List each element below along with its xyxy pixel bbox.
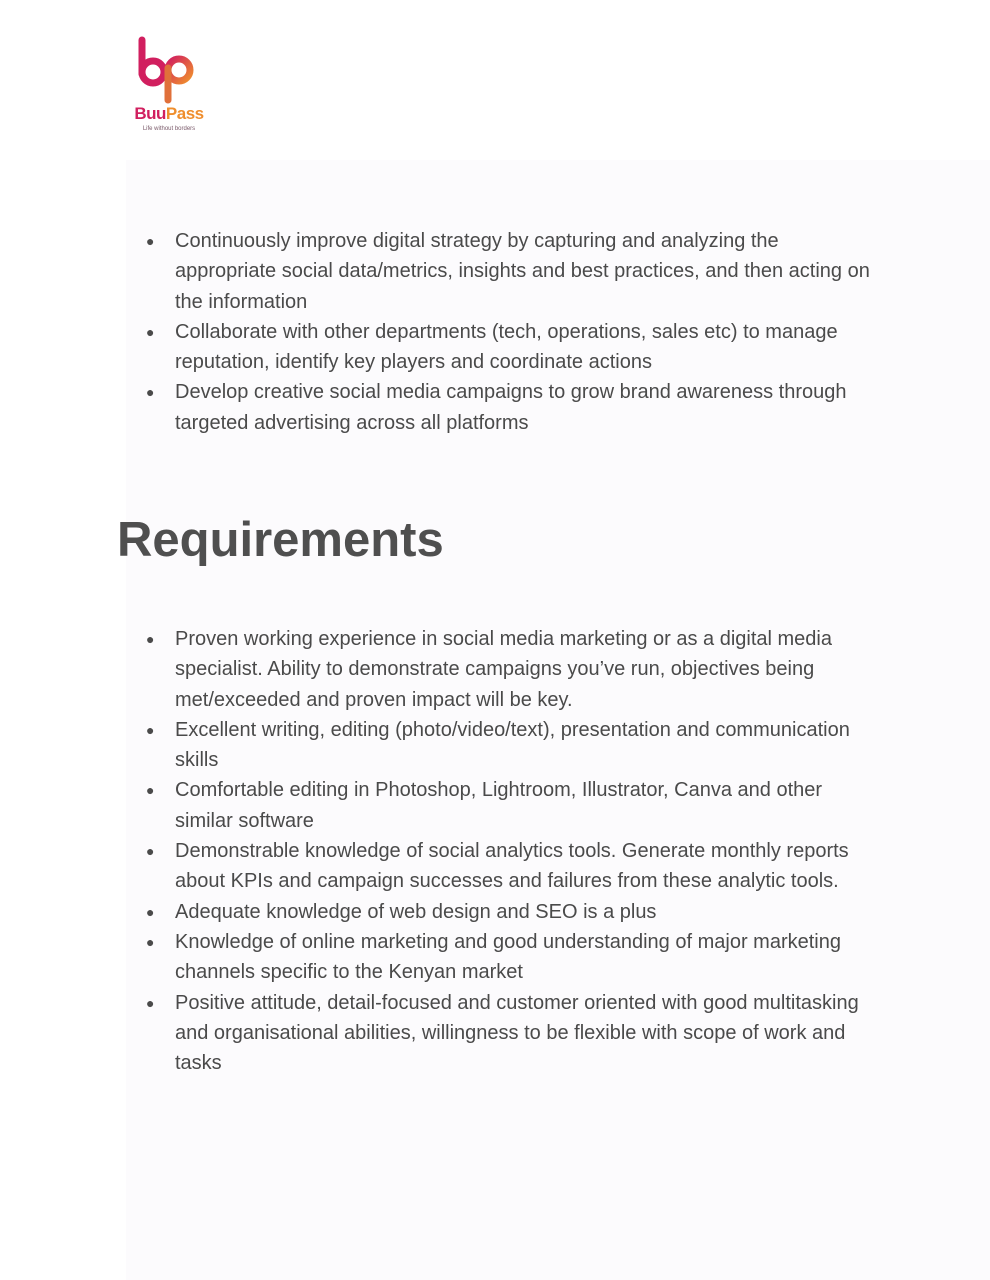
requirements-heading: Requirements — [117, 513, 444, 567]
bullet-icon: ● — [146, 933, 155, 950]
list-item-text: Knowledge of online marketing and good understanding of major marketing channels specific to the Kenyan market — [175, 930, 841, 984]
list-item — [0, 226, 990, 317]
brand-name-part1: Buu — [134, 104, 166, 123]
bullet-icon: ● — [146, 233, 155, 249]
list-item-text: Adequate knowledge of web design and SEO is a plus — [175, 900, 657, 923]
brand-name — [128, 104, 210, 124]
list-item-text: Collaborate with other departments (tech, operations, sales etc) to manage reputation, identify key players and coordinate actions — [175, 320, 838, 374]
brand-name-part2: Pass — [165, 104, 204, 123]
list-item-text: Excellent writing, editing (photo/video/text), presentation and communication skills — [175, 718, 850, 772]
list-item — [0, 927, 990, 988]
list-item-text: Continuously improve digital strategy by capturing and analyzing the appropriate social data/metrics, insights and best practices, and then acting on the information — [175, 230, 870, 313]
responsibilities-list — [0, 226, 990, 438]
bullet-icon: ● — [146, 843, 155, 860]
list-item — [0, 836, 990, 897]
list-item — [0, 897, 990, 927]
bullet-icon: ● — [146, 994, 155, 1011]
bullet-icon: ● — [146, 782, 155, 799]
bp-monogram-icon — [128, 34, 210, 104]
list-item — [0, 377, 990, 438]
list-item — [0, 317, 990, 378]
bullet-icon: ● — [146, 631, 155, 647]
brand-tagline: Life without borders — [142, 126, 196, 132]
buupass-logo — [128, 34, 210, 136]
list-item — [0, 775, 990, 836]
list-item-text: Positive attitude, detail-focused and customer oriented with good multitasking and organisational abilities, willingness to be flexible with scope of work and tasks — [175, 991, 859, 1075]
list-item-text: Develop creative social media campaigns to grow brand awareness through targeted advertising across all platforms — [175, 381, 847, 434]
bullet-icon: ● — [146, 903, 155, 920]
list-item — [0, 624, 990, 715]
list-item-text: Proven working experience in social media marketing or as a digital media specialist. Ability to demonstrate campaigns you’ve run, objectives being met/exceeded and proven impact will be key. — [175, 628, 832, 711]
bullet-icon: ● — [146, 721, 155, 738]
requirements-list — [0, 624, 990, 1078]
list-item-text: Comfortable editing in Photoshop, Lightroom, Illustrator, Canva and other similar software — [175, 779, 823, 832]
list-item — [0, 715, 990, 776]
list-item — [0, 988, 990, 1079]
bullet-icon: ● — [146, 323, 155, 340]
bullet-icon: ● — [146, 384, 155, 401]
list-item-text: Demonstrable knowledge of social analytics tools. Generate monthly reports about KPIs and campaign successes and failures from these analytic tools. — [175, 840, 849, 893]
